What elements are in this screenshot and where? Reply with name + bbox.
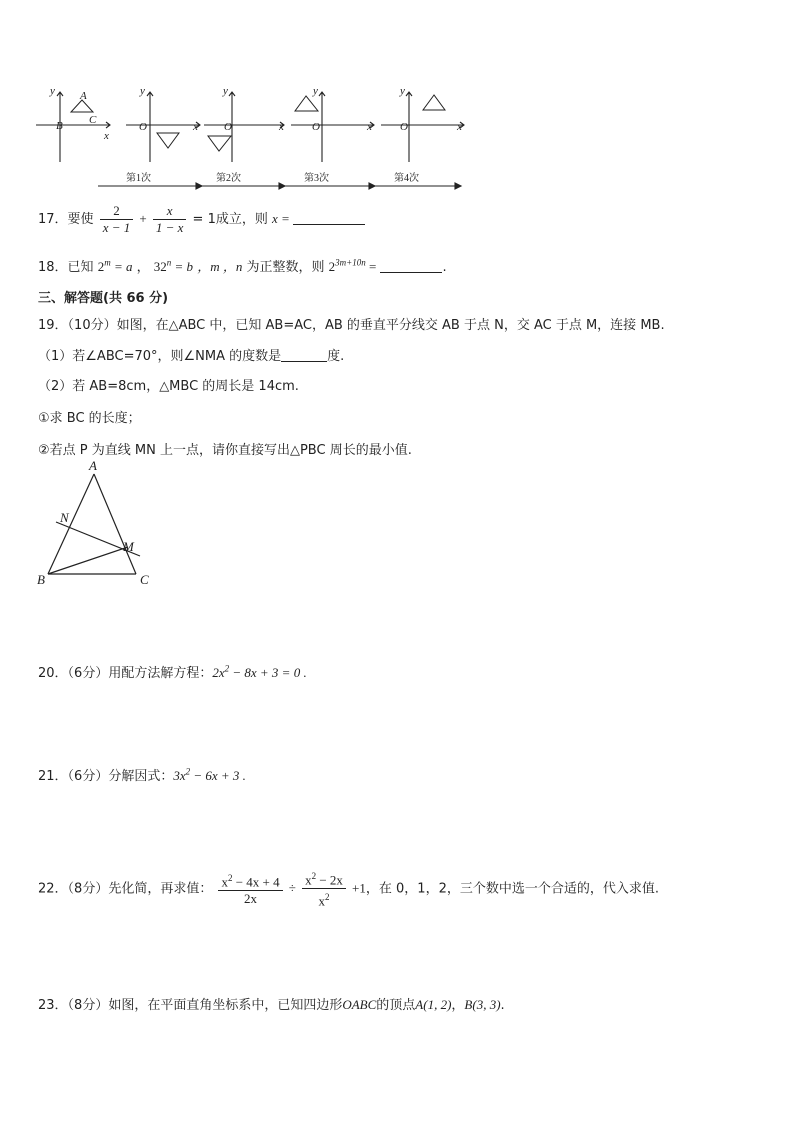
axis-y-label-3: y [223,85,228,97]
q19-sub2: ②若点 P 为直线 MN 上一点，请你直接写出△PBC 周长的最小值. [38,443,412,458]
q18-prefix: 18．已知 [38,260,94,275]
q18-vars: ，m ，n [197,259,243,274]
q22-f1-num-a: x [221,874,228,890]
question-21 [38,765,246,784]
q21-eq-b: − 6x + 3 . [190,768,246,783]
q21-eq-exp: 2 [185,766,191,777]
q19-part1-unit: 度. [327,349,345,364]
arrow-label-4: 第4次 [394,173,419,184]
q18-answer-blank[interactable] [380,259,442,273]
point-b-label: B [56,120,63,132]
triangle-move-2 [208,136,231,151]
q20-eq-exp: 2 [224,663,230,674]
q22-fraction-1 [218,870,282,907]
q22-fraction-2 [302,868,346,910]
axis-y-label-5: y [400,85,405,97]
q22-plus: +1 [352,880,366,896]
q17-frac2-den: 1 − x [155,220,184,235]
q19-stem: 19．（10分）如图，在△ABC 中，已知 AB=AC，AB 的垂直平分线交 AB 于点 N，交 AC 于点 M，连接 MB. [38,318,665,333]
q17-frac2-num: x [153,203,187,220]
q21-prefix: 21．（6分）分解因式： [38,769,174,784]
triangle-move-3 [295,96,318,111]
q23-mid: 的顶点 [376,998,416,1013]
q22-f2-num-exp: 2 [311,871,317,881]
section-3-title: 三、解答题(共 66 分) [38,291,169,306]
axis-x-label-5: x [457,121,462,133]
q22-div: ÷ [288,880,296,896]
q22-f2-num-a: x [305,872,312,888]
q18-e1-exp: m [104,257,111,268]
q23-point-a: A(1, 2) [415,997,452,1012]
q22-suffix: ，在 0，1，2，三个数中选一个合适的，代入求值. [365,881,659,897]
q22-f1-num-b: − 4x + 4 [232,874,280,890]
question-17 [38,203,365,236]
q17-frac1-den: x − 1 [102,220,131,235]
q17-plus: + [139,211,147,226]
axis-x-label-4: x [367,121,372,133]
q17-fraction-2 [153,203,187,236]
q22-prefix: 22．（8分）先化简，再求值： [38,881,213,897]
triangle-move-4 [423,95,445,110]
axis-y-label-4: y [313,85,318,97]
axis-x-label-3: x [279,121,284,133]
q19-part1-text: （1）若∠ABC=70°，则∠NMA 的度数是 [38,349,282,364]
q17-frac1-num: 2 [100,203,134,220]
question-23 [38,994,505,1013]
triangle-move-1 [157,133,179,148]
q18-e3-exp: 3m+10n [335,257,366,268]
q18-e2-base: 32 [153,259,167,274]
question-22 [38,868,659,910]
q23-comma: ， [451,998,465,1013]
question-20 [38,662,307,681]
fig-label-b: B [37,572,45,587]
fig-label-c: C [140,572,149,587]
q18-e2-exp: n [166,257,172,268]
q20-prefix: 20．（6分）用配方法解方程： [38,666,213,681]
q22-f2-den-a: x [318,893,325,909]
fig-label-m: M [123,539,134,554]
q17-mid: = 1成立，则 [192,212,268,227]
q23-shape: OABC [342,997,377,1012]
arrow-label-1: 第1次 [126,173,151,184]
point-c-label: C [89,114,97,126]
origin-label-4: O [312,121,320,133]
question-18: 18．已知 2$^m$ = a ， 32$^n$ = b ，m ，n 为正整数，则 $2^{3m+10n}$ = . [38,257,447,275]
q22-f2-num-b: − 2x [316,872,343,888]
q20-eq-a: 2x [212,665,225,680]
q18-mid: 为正整数，则 [246,260,325,275]
q23-prefix: 23．（8分）如图，在平面直角坐标系中，已知四边形 [38,998,343,1013]
axis-x-label-1: x [104,130,109,142]
q21-eq-a: 3x [173,768,186,783]
q22-f1-num-exp: 2 [227,873,233,884]
q19-part2: （2）若 AB=8cm，△MBC 的周长是 14cm. [38,379,299,394]
origin-label-5: O [400,121,408,133]
q18-end: . [442,260,447,275]
q19-sub1: ①求 BC 的长度； [38,411,141,426]
q22-f1-den: 2x [244,891,258,907]
q19-part1 [38,345,344,364]
origin-label-3: O [224,121,232,133]
q18-e1-rhs: = a [113,259,133,274]
q19-part1-blank[interactable] [281,348,327,362]
arrow-label-2: 第2次 [216,173,241,184]
q23-point-b: B(3, 3) [464,997,501,1012]
axis-y-label-1: y [50,85,55,97]
translation-figure [36,80,476,200]
q17-fraction-1 [100,203,134,236]
q20-eq-b: − 8x + 3 = 0 . [229,665,307,680]
point-a-label: A [80,90,87,102]
q18-e3-rhs: = [368,259,377,274]
q18-e1-base: 2 [97,259,105,274]
q23-end: . [500,998,505,1013]
axis-y-label-2: y [140,85,145,97]
fig-label-n: N [60,510,69,525]
q22-f2-den-exp: 2 [324,892,330,903]
q17-prefix: 17．要使 [38,212,94,227]
q17-eq: = [281,211,290,226]
q18-e3-base: 2 [328,259,336,274]
q17-answer-blank[interactable] [293,211,365,225]
origin-label-2: O [139,121,147,133]
q19-triangle-figure [34,458,158,588]
arrow-label-3: 第3次 [304,173,329,184]
q17-var: x [271,211,278,226]
fig-label-a: A [89,458,97,473]
axis-x-label-2: x [193,121,198,133]
q18-e2-rhs: = b [174,259,194,274]
